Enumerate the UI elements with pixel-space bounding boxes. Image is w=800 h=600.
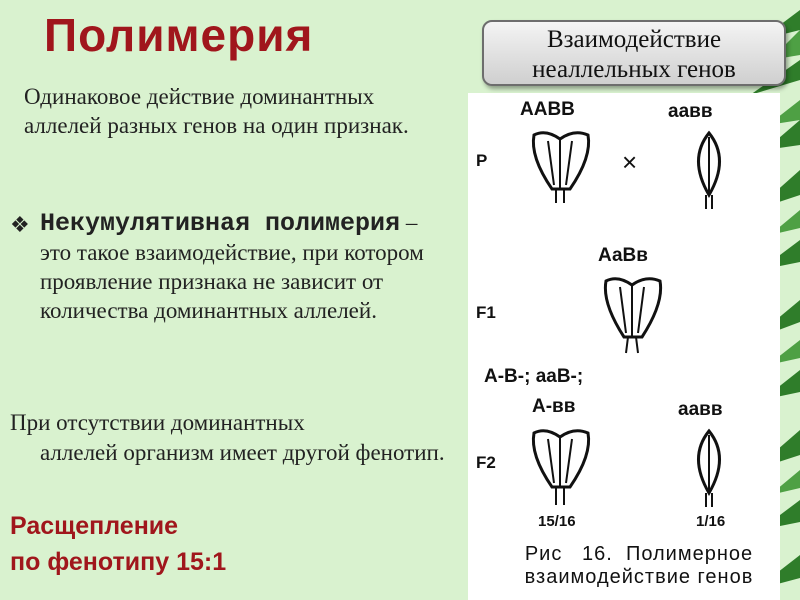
caption-line1: Рис 16. Полимерное — [524, 543, 754, 565]
interaction-genes-button[interactable] — [482, 20, 786, 86]
figure-caption — [498, 543, 780, 589]
intro-text: Одинаковое действие доминантных аллелей разных генов на один признак. — [24, 84, 409, 138]
triangular-pod-icon — [526, 127, 596, 207]
diamond-bullet-icon: ❖ — [10, 212, 30, 237]
button-label-line2: неаллельных генов — [532, 56, 736, 83]
absent-line1: При отсутствии доминантных — [10, 410, 305, 435]
f1-genotype: АаВв — [598, 245, 648, 266]
generation-f2-label: F2 — [476, 453, 496, 472]
parent1-genotype: ААВВ — [520, 99, 575, 120]
caption-line2: взаимодействие генов — [524, 566, 754, 588]
term-label: Некумулятивная полимерия — [40, 209, 401, 238]
parent2-genotype: аавв — [668, 101, 713, 122]
ratio-recessive: 1/16 — [696, 513, 726, 530]
cross-sign: × — [622, 147, 638, 177]
f2-genotype-line1: А-В-; ааВ-; — [484, 366, 584, 387]
split-line1: Расщепление — [10, 512, 179, 540]
polymer-figure — [468, 93, 780, 600]
triangular-pod-icon — [598, 273, 668, 357]
absent-dominant-text — [10, 408, 450, 468]
ovate-pod-icon — [684, 427, 734, 511]
page-title: Полимерия — [44, 9, 314, 61]
absent-rest: аллелей организм имеет другой фенотип. — [40, 440, 445, 465]
generation-f1-label: F1 — [476, 303, 496, 322]
phenotype-split — [10, 508, 226, 580]
f2-genotype-line2: А-вв — [532, 396, 576, 417]
ratio-dominant: 15/16 — [538, 513, 576, 530]
split-line2: по фенотипу 15:1 — [10, 548, 227, 576]
ovate-pod-icon — [684, 129, 734, 213]
f2-recessive-genotype: аавв — [678, 399, 723, 420]
button-label-line1: Взаимодействие — [546, 26, 722, 53]
triangular-pod-icon — [526, 425, 596, 509]
term-definition: – это такое взаимодействие, при котором проявление признака не зависит от количества доминантных аллелей. — [40, 210, 424, 323]
definition-bullet — [10, 208, 440, 325]
generation-p-label: P — [476, 151, 488, 170]
